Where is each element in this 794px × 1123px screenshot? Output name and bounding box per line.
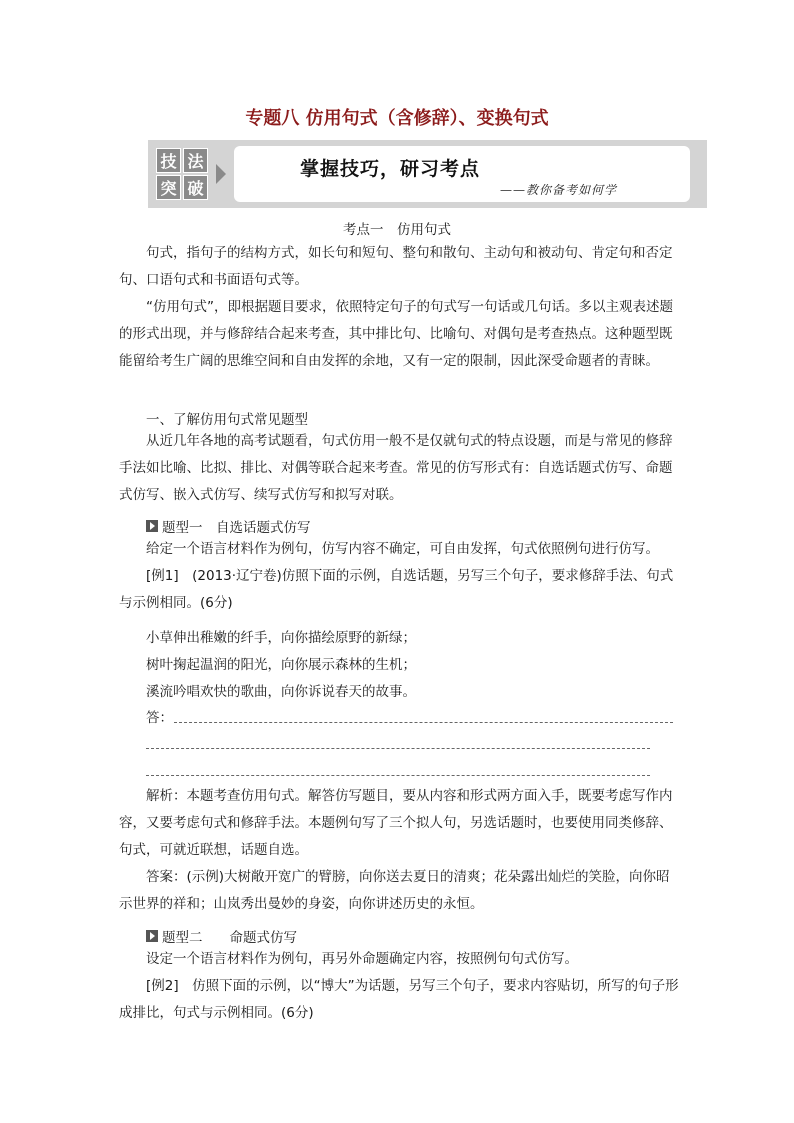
badge-char: 破 [183,175,208,200]
section-banner [148,140,707,208]
banner-sub-text: ——教你备考如何学 [500,183,618,197]
answer-blank-line [174,722,673,723]
question-type-2 [146,926,297,946]
example-line: 小草伸出稚嫩的纤手，向你描绘原野的新绿； [146,630,416,646]
paragraph-1: 句式，指句子的结构方式，如长句和短句、整句和散句、主动句和被动句、肯定句和否定句、口语句式和书面语句式等。 [119,245,673,288]
play-triangle-icon [146,930,158,942]
question-type-1 [146,516,311,536]
paragraph-3: 从近几年各地的高考试题看，句式仿用一般不是仅就句式的特点设题，而是与常见的修辞手法如比喻、比拟、排比、对偶等联合起来考查。常见的仿写形式有：自选话题式仿写、命题式仿写、嵌入式仿写、续写式仿写和拟写对联。 [119,433,673,503]
analysis-paragraph: 解析：本题考查仿用句式。解答仿写题目，要从内容和形式两方面入手，既要考虑写作内容，又要考虑句式和修辞手法。本题例句写了三个拟人句，另选话题时，也要使用同类修辞、句式，可就近联想，话题自选。 [119,788,673,858]
paragraph-4: 给定一个语言材料作为例句，仿写内容不确定，可自由发挥，句式依照例句进行仿写。 [146,541,659,557]
play-triangle-icon [146,520,158,532]
question-type-2-label: 题型二 命题式仿写 [162,930,297,946]
example-line: 树叶掬起温润的阳光，向你展示森林的生机； [146,657,416,673]
banner-card [234,146,690,202]
arrow-icon [216,164,226,184]
banner-badge [156,148,208,200]
page-title: 专题八 仿用句式（含修辞）、变换句式 [245,108,549,129]
answer-paragraph: 答案：(示例)大树敞开宽广的臂膀，向你送去夏日的清爽；花朵露出灿烂的笑脸，向你昭示世界的祥和；山岚秀出曼妙的身姿，向你讲述历史的永恒。 [119,869,670,912]
example-1: [例1] (2013·辽宁卷)仿照下面的示例，自选话题，另写三个句子，要求修辞手法、句式与示例相同。(6分) [119,568,674,611]
paragraph-5: 设定一个语言材料作为例句，再另外命题确定内容，按照例句句式仿写。 [146,951,578,967]
badge-char: 法 [183,148,208,173]
subheading-1: 一、了解仿用句式常见题型 [146,412,308,428]
answer-blank-line [146,748,650,749]
badge-char: 突 [156,175,181,200]
banner-main-text: 掌握技巧，研习考点 [300,158,481,180]
example-line: 溪流吟唱欢快的歌曲，向你诉说春天的故事。 [146,684,416,700]
answer-blank-line [146,775,650,776]
paragraph-2: “仿用句式”，即根据题目要求，依照特定句子的句式写一句话或几句话。多以主观表述题的形式出现，并与修辞结合起来考查，其中排比句、比喻句、对偶句是考查热点。这种题型既能留给考生广阔的思维空间和自由发挥的余地，又有一定的限制，因此深受命题者的青睐。 [119,299,673,369]
answer-label: 答： [146,710,173,726]
badge-char: 技 [156,148,181,173]
section-heading: 考点一 仿用句式 [343,222,451,238]
example-2: [例2] 仿照下面的示例，以“博大”为话题，另写三个句子，要求内容贴切，所写的句子形成排比，句式与示例相同。(6分) [119,978,679,1021]
question-type-1-label: 题型一 自选话题式仿写 [162,520,311,536]
